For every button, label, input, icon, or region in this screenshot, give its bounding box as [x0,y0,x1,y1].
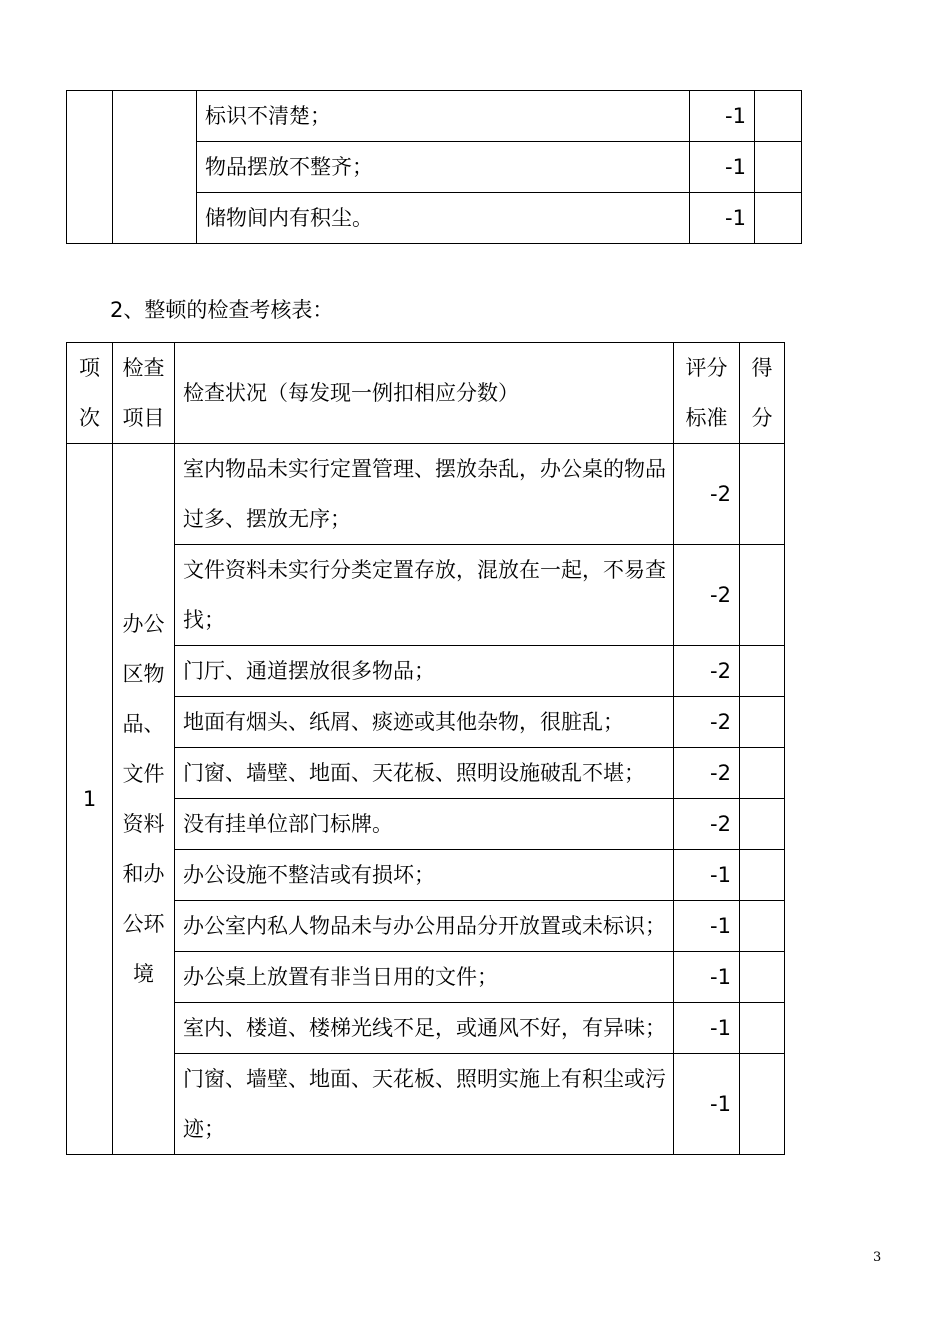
table-row [67,646,785,697]
check-condition-cell: 储物间内有积尘。 [197,193,690,244]
table-header-row [67,343,785,444]
table-row [67,697,785,748]
score-cell [755,91,802,142]
section-heading: 2、整顿的检查考核表： [110,298,334,322]
score-standard-cell: -2 [674,545,740,646]
score-standard-cell: -1 [690,142,755,193]
page-number: 3 [873,1250,882,1265]
table-row [67,1054,785,1155]
score-cell [740,646,785,697]
check-condition-cell: 标识不清楚； [197,91,690,142]
item-name-cell: 办公区物品、文件资料和办公环境 [113,444,175,1155]
table-row [67,901,785,952]
check-condition-cell: 没有挂单位部门标牌。 [175,799,674,850]
score-cell [740,545,785,646]
header-check-condition: 检查状况（每发现一例扣相应分数） [175,343,674,444]
score-standard-cell: -2 [674,697,740,748]
item-number-cell [67,91,113,244]
check-condition-cell: 门厅、通道摆放很多物品； [175,646,674,697]
score-cell [755,193,802,244]
score-cell [740,799,785,850]
score-standard-cell: -2 [674,748,740,799]
score-standard-cell: -1 [674,1054,740,1155]
item-name-cell [113,91,197,244]
score-standard-cell: -2 [674,646,740,697]
table-row [67,850,785,901]
check-condition-cell: 门窗、墙壁、地面、天花板、照明设施破乱不堪； [175,748,674,799]
table-row [67,444,785,545]
score-cell [740,1003,785,1054]
score-standard-cell: -2 [674,444,740,545]
score-standard-cell: -1 [674,952,740,1003]
header-score-standard: 评分标准 [674,343,740,444]
header-check-item: 检查项目 [113,343,175,444]
score-cell [740,444,785,545]
check-condition-cell: 文件资料未实行分类定置存放，混放在一起，不易查找； [175,545,674,646]
table-row [67,748,785,799]
table-row [67,1003,785,1054]
score-cell [740,748,785,799]
inspection-table-continued [66,90,802,244]
score-standard-cell: -1 [674,901,740,952]
table-row [67,952,785,1003]
table-row [67,91,802,142]
score-standard-cell: -2 [674,799,740,850]
score-cell [740,850,785,901]
check-condition-cell: 门窗、墙壁、地面、天花板、照明实施上有积尘或污迹； [175,1054,674,1155]
score-cell [740,697,785,748]
header-item-number: 项次 [67,343,113,444]
header-score: 得分 [740,343,785,444]
check-condition-cell: 地面有烟头、纸屑、痰迹或其他杂物，很脏乱； [175,697,674,748]
check-condition-cell: 室内、楼道、楼梯光线不足，或通风不好，有异味； [175,1003,674,1054]
check-condition-cell: 室内物品未实行定置管理、摆放杂乱，办公桌的物品过多、摆放无序； [175,444,674,545]
score-standard-cell: -1 [690,193,755,244]
score-cell [755,142,802,193]
table-row [67,799,785,850]
score-cell [740,1054,785,1155]
check-condition-cell: 办公桌上放置有非当日用的文件； [175,952,674,1003]
rectification-inspection-table [66,342,785,1155]
score-cell [740,952,785,1003]
score-standard-cell: -1 [674,850,740,901]
check-condition-cell: 办公设施不整洁或有损坏； [175,850,674,901]
check-condition-cell: 办公室内私人物品未与办公用品分开放置或未标识； [175,901,674,952]
item-number-cell: 1 [67,444,113,1155]
table-row [67,545,785,646]
check-condition-cell: 物品摆放不整齐； [197,142,690,193]
score-standard-cell: -1 [690,91,755,142]
score-cell [740,901,785,952]
score-standard-cell: -1 [674,1003,740,1054]
